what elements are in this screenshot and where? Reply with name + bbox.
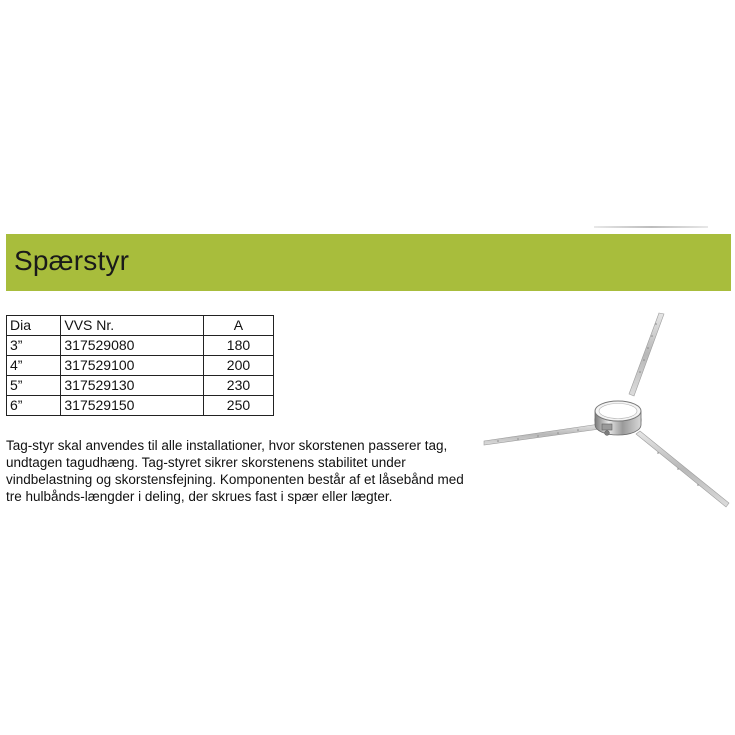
page-title: Spærstyr: [14, 245, 130, 276]
cell-vvs: 317529080: [61, 336, 204, 356]
table-row: [7, 336, 274, 356]
cell-a: 250: [203, 396, 273, 416]
cell-vvs: 317529150: [61, 396, 204, 416]
table-row: [7, 356, 274, 376]
table-row: [7, 376, 274, 396]
cell-dia: 5”: [7, 376, 61, 396]
cell-dia: 6”: [7, 396, 61, 416]
cell-vvs: 317529100: [61, 356, 204, 376]
title-banner: [6, 234, 731, 291]
cell-a: 200: [203, 356, 273, 376]
column-header-dia: Dia: [7, 316, 61, 336]
decorative-rule: [594, 226, 708, 228]
cell-a: 230: [203, 376, 273, 396]
column-header-a: A: [203, 316, 273, 336]
column-header-vvs: VVS Nr.: [61, 316, 204, 336]
spec-table: [6, 315, 274, 416]
cell-vvs: 317529130: [61, 376, 204, 396]
product-description: Tag-styr skal anvendes til alle installationer, hvor skorstenen passerer tag, undtagen tagudhæng. Tag-styret sikrer skorstenens stabilitet under vindbelastning og skorstensfejning. Komponenten består af et låsebånd med tre hulbånds-længder i deling, der skrues fast i spær eller lægter.: [6, 438, 464, 504]
table-header-row: [7, 316, 274, 336]
cell-dia: 4”: [7, 356, 61, 376]
rafter-guide-bracket-image: [478, 308, 734, 513]
cell-a: 180: [203, 336, 273, 356]
table-row: [7, 396, 274, 416]
cell-dia: 3”: [7, 336, 61, 356]
